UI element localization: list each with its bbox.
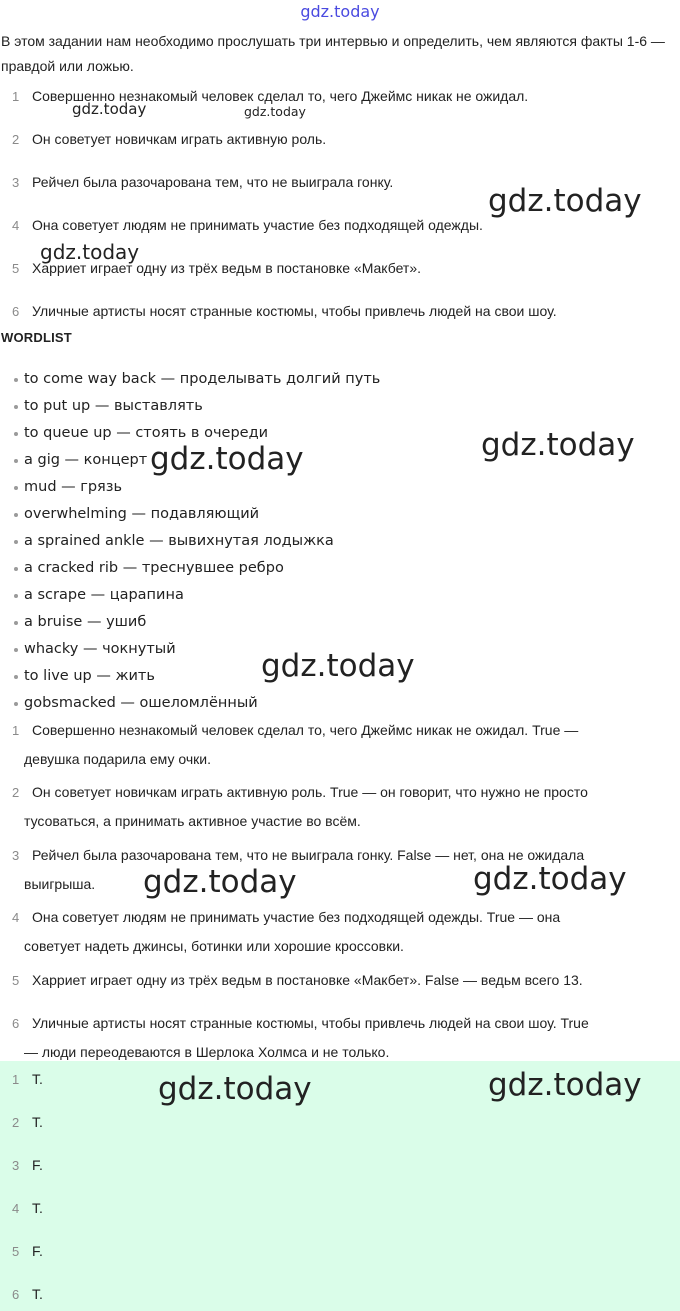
watermark: gdz.today: [488, 183, 642, 219]
wordlist-item: [0, 474, 380, 501]
watermark: gdz.today: [473, 861, 627, 897]
item-number: 2: [12, 785, 20, 800]
statement-text: Рейчел была разочарована тем, что не выиграла гонку.: [32, 174, 394, 190]
wordlist-text: a gig — концерт: [24, 452, 148, 468]
watermark: gdz.today: [481, 427, 635, 463]
explanation-line: Харриет играет одну из трёх ведьм в постановке «Макбет». False — ведьм всего 13.: [32, 972, 583, 988]
explanation-line: — люди переодеваются в Шерлока Холмса и не только.: [24, 1044, 390, 1060]
wordlist-heading: WORDLIST: [1, 330, 72, 345]
wordlist-item: [0, 582, 380, 609]
item-number: 3: [12, 1158, 20, 1173]
answer-text: F.: [32, 1243, 43, 1259]
bullet-icon: [14, 405, 18, 409]
wordlist-item: [0, 501, 380, 528]
bullet-icon: [14, 513, 18, 517]
answer-text: T.: [32, 1200, 43, 1216]
watermark: gdz.today: [158, 1071, 312, 1107]
watermark: gdz.today: [72, 100, 147, 118]
explanation-line: девушка подарила ему очки.: [24, 751, 211, 767]
item-number: 5: [12, 973, 20, 988]
item-number: 2: [12, 132, 20, 147]
bullet-icon: [14, 594, 18, 598]
bullet-icon: [14, 702, 18, 706]
wordlist-item: [0, 690, 380, 717]
item-number: 6: [12, 1287, 20, 1302]
wordlist-item: [0, 636, 380, 663]
item-number: 6: [12, 304, 20, 319]
item-number: 3: [12, 848, 20, 863]
item-number: 1: [12, 89, 20, 104]
watermark: gdz.today: [150, 441, 304, 477]
wordlist-text: a sprained ankle — вывихнутая лодыжка: [24, 533, 334, 549]
bullet-icon: [14, 378, 18, 382]
item-number: 2: [12, 1115, 20, 1130]
wordlist-item: [0, 663, 380, 690]
explanation-line: Уличные артисты носят странные костюмы, чтобы привлечь людей на свои шоу. True: [32, 1015, 589, 1031]
item-number: 3: [12, 175, 20, 190]
wordlist-text: mud — грязь: [24, 479, 123, 495]
item-number: 5: [12, 1244, 20, 1259]
wordlist-item: [0, 447, 380, 474]
item-number: 4: [12, 218, 20, 233]
wordlist-item: [0, 393, 380, 420]
explanation-line: тусоваться, а принимать активное участие во всём.: [24, 813, 361, 829]
wordlist-text: overwhelming — подавляющий: [24, 506, 260, 522]
explanation-line: Она советует людям не принимать участие без подходящей одежды. True — она: [32, 909, 561, 925]
bullet-icon: [14, 432, 18, 436]
wordlist-item: [0, 366, 380, 393]
explanation-line: Совершенно незнакомый человек сделал то, чего Джеймс никак не ожидал. True —: [32, 722, 579, 738]
explanation-line: Рейчел была разочарована тем, что не выиграла гонку. False — нет, она не ожидала: [32, 847, 585, 863]
explanation-line: выигрыша.: [24, 876, 96, 892]
statement-text: Он советует новичкам играть активную роль.: [32, 131, 327, 147]
answer-text: T.: [32, 1286, 43, 1302]
item-number: 1: [12, 1072, 20, 1087]
wordlist-text: to live up — жить: [24, 668, 155, 684]
answers-panel: [0, 1061, 680, 1311]
item-number: 4: [12, 910, 20, 925]
item-number: 4: [12, 1201, 20, 1216]
item-number: 5: [12, 261, 20, 276]
wordlist-item: [0, 555, 380, 582]
wordlist-text: to put up — выставлять: [24, 398, 203, 414]
wordlist-item: [0, 609, 380, 636]
wordlist-text: a bruise — ушиб: [24, 614, 147, 630]
statement-text: Совершенно незнакомый человек сделал то, чего Джеймс никак не ожидал.: [32, 88, 529, 104]
bullet-icon: [14, 486, 18, 490]
bullet-icon: [14, 459, 18, 463]
wordlist-text: a cracked rib — треснувшее ребро: [24, 560, 284, 576]
bullet-icon: [14, 621, 18, 625]
watermark: gdz.today: [40, 240, 140, 264]
statement-text: Она советует людям не принимать участие без подходящей одежды.: [32, 217, 483, 233]
wordlist-text: whacky — чокнутый: [24, 641, 176, 657]
explanation-line: Он советует новичкам играть активную роль. True — он говорит, что нужно не просто: [32, 784, 588, 800]
watermark: gdz.today: [143, 864, 297, 900]
task-intro: В этом задании нам необходимо прослушать три интервью и определить, чем являются факты 1-6 — правдой или ложью.: [1, 33, 665, 74]
watermark: gdz.today: [488, 1067, 642, 1103]
wordlist-text: to queue up — стоять в очереди: [24, 425, 269, 441]
site-logo[interactable]: gdz.today: [300, 2, 380, 21]
wordlist-item: [0, 420, 380, 447]
bullet-icon: [14, 540, 18, 544]
wordlist-text: a scrape — царапина: [24, 587, 184, 603]
wordlist-item: [0, 528, 380, 555]
statement-text: Уличные артисты носят странные костюмы, чтобы привлечь людей на свои шоу.: [32, 303, 557, 319]
statement-text: Харриет играет одну из трёх ведьм в постановке «Макбет».: [32, 260, 422, 276]
watermark: gdz.today: [261, 648, 415, 684]
wordlist-text: gobsmacked — ошеломлённый: [24, 695, 258, 711]
explanation-line: советует надеть джинсы, ботинки или хорошие кроссовки.: [24, 938, 404, 954]
answer-text: F.: [32, 1157, 43, 1173]
watermark: gdz.today: [244, 104, 306, 119]
item-number: 1: [12, 723, 20, 738]
answer-text: T.: [32, 1071, 43, 1087]
item-number: 6: [12, 1016, 20, 1031]
bullet-icon: [14, 567, 18, 571]
bullet-icon: [14, 648, 18, 652]
wordlist: [0, 366, 380, 717]
answer-text: T.: [32, 1114, 43, 1130]
bullet-icon: [14, 675, 18, 679]
wordlist-text: to come way back — проделывать долгий путь: [24, 371, 381, 387]
